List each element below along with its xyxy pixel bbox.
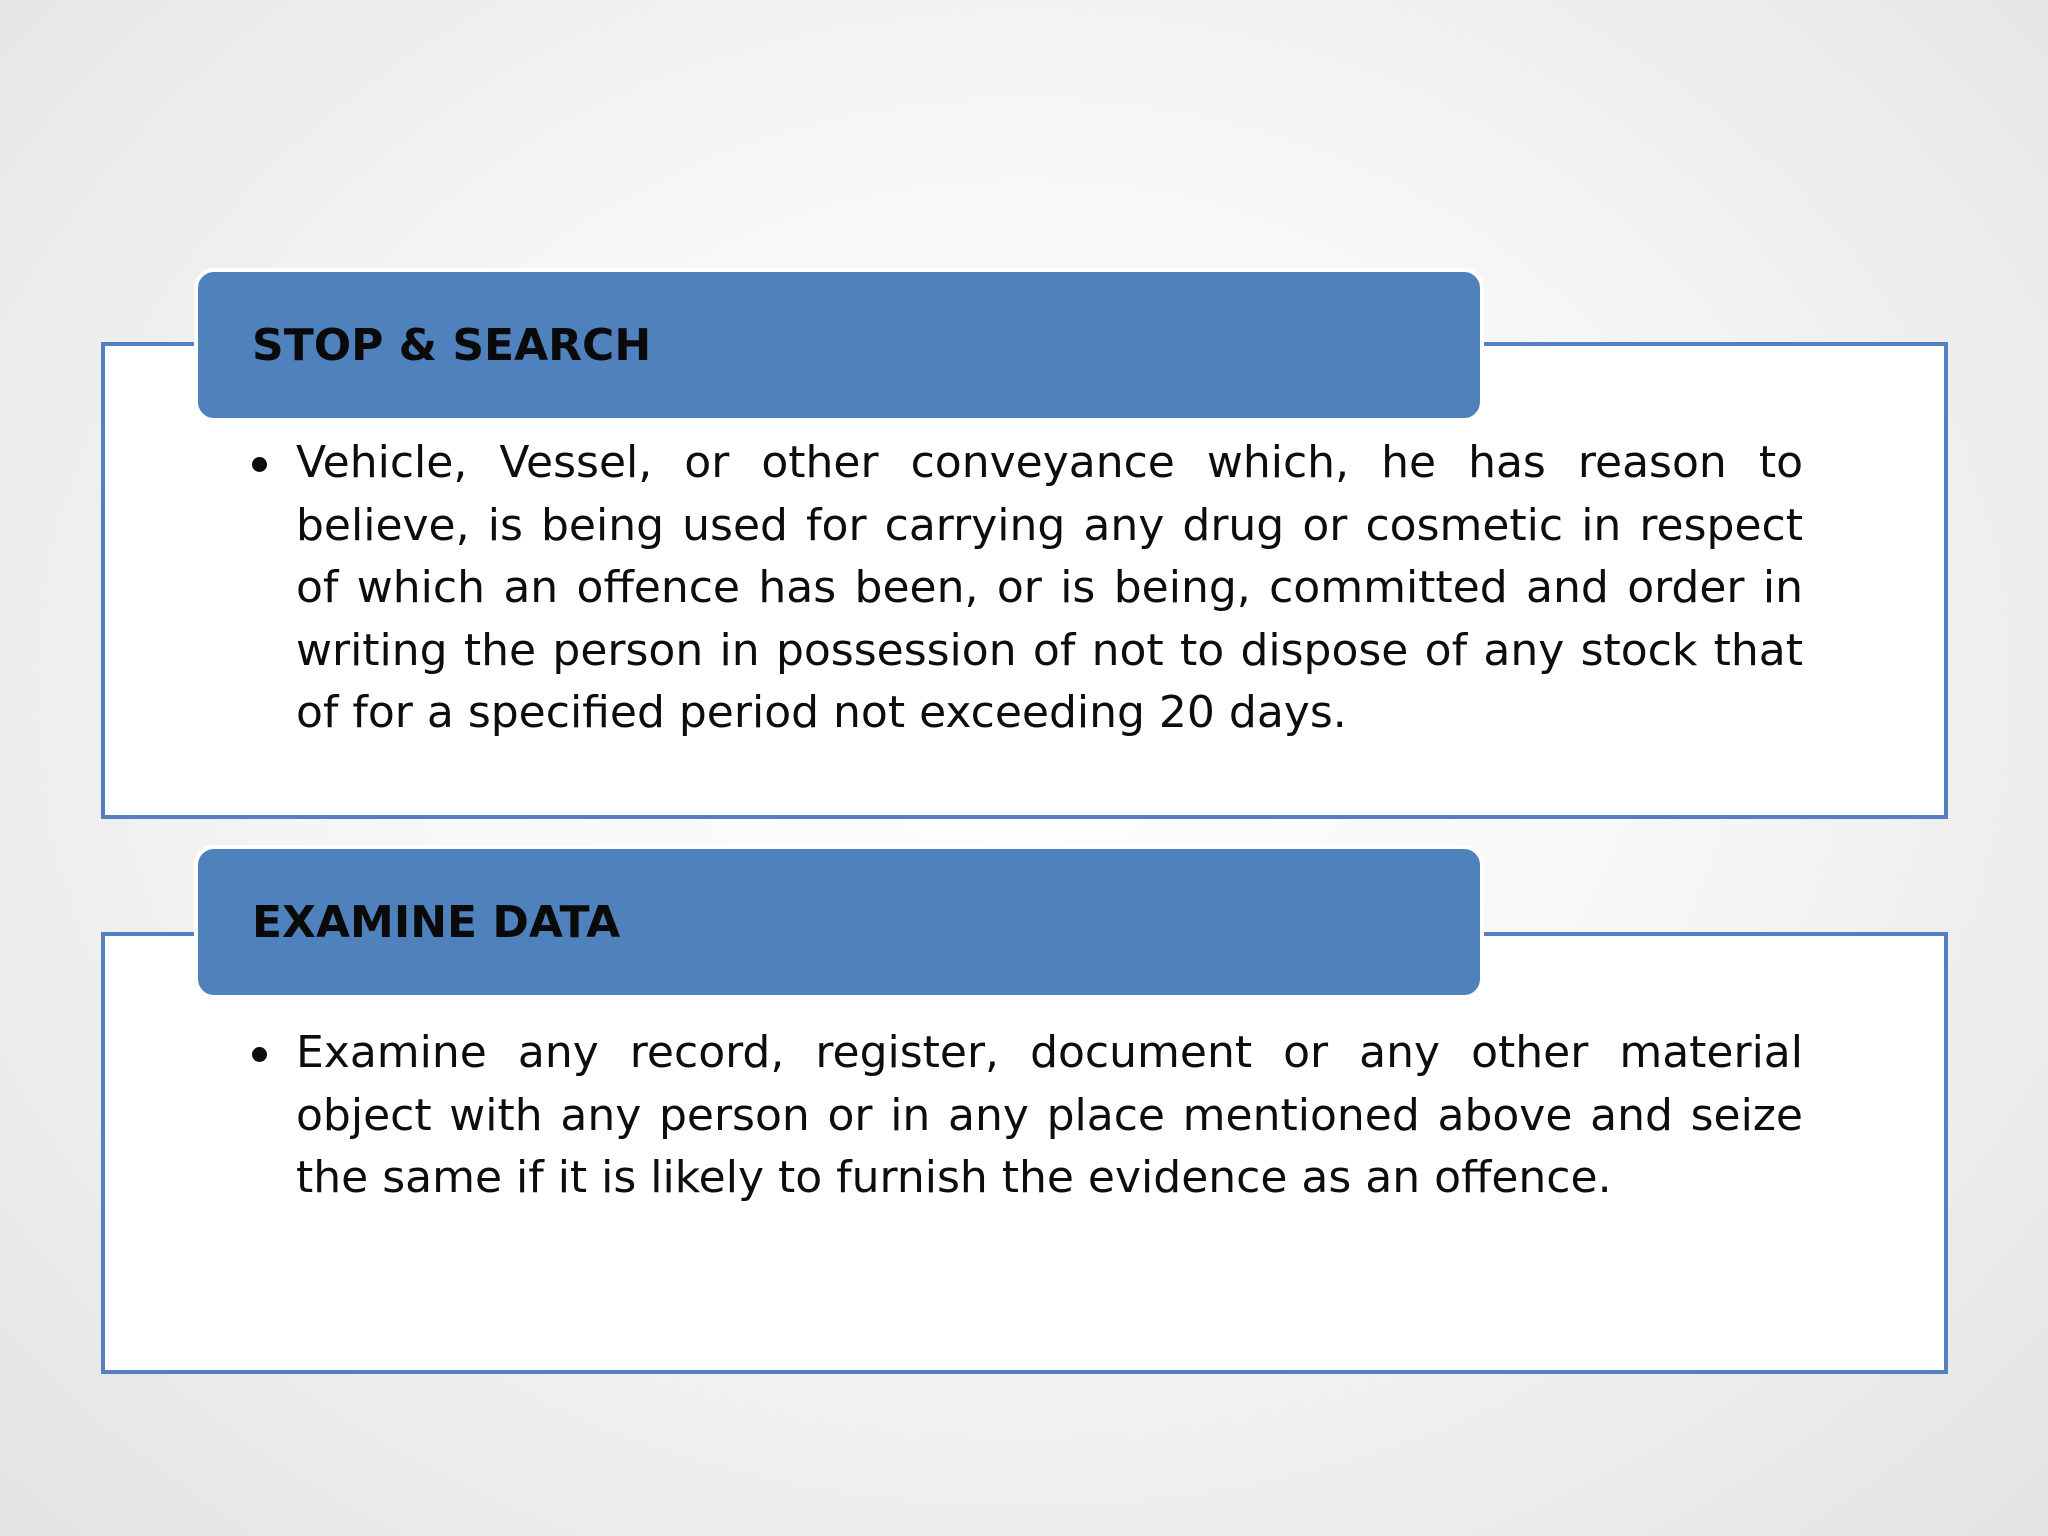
examine-data-bullet-list (246, 1022, 1803, 1210)
stop-search-header (194, 268, 1484, 422)
list-item (246, 432, 1803, 745)
bullet-dot-icon (252, 457, 267, 472)
bullet-dot-icon (252, 1047, 267, 1062)
bullet-text: Examine any record, register, document or any other material object with any person or in any place mentioned above and seize the same if it is likely to furnish the evidence as an offence. (296, 1027, 1803, 1203)
stop-search-title: STOP & SEARCH (252, 319, 652, 371)
list-item (246, 1022, 1803, 1210)
bullet-text: Vehicle, Vessel, or other conveyance which, he has reason to believe, is being used for carrying any drug or cosmetic in respect of which an offence has been, or is being, committed and order in writing the person in possession of not to dispose of any stock that of for a specified period not exceeding 20 days. (296, 437, 1803, 738)
stop-search-bullet-list (246, 432, 1803, 745)
examine-data-header (194, 845, 1484, 999)
examine-data-title: EXAMINE DATA (252, 896, 621, 948)
